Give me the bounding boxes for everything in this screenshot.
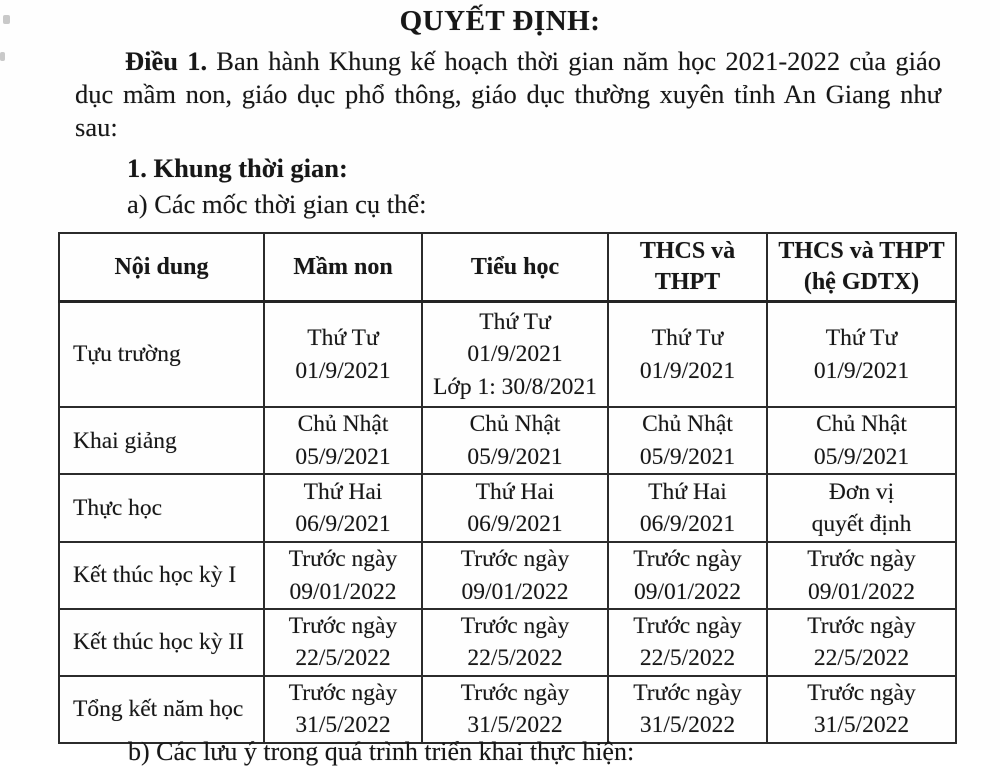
- cell-line: Nội dung: [114, 253, 209, 280]
- header-cell-mam-non: [264, 233, 422, 301]
- cell-line: THPT: [654, 269, 721, 296]
- cell-line: Thứ Hai: [303, 478, 383, 505]
- data-cell: [767, 407, 956, 474]
- table-row-ket-thuc-hk1: [59, 542, 956, 609]
- data-cell: [422, 407, 608, 474]
- article-label: Điều 1.: [125, 46, 208, 76]
- row-label-cell: Kết thúc học kỳ I: [59, 542, 264, 609]
- cell-line: 01/9/2021: [639, 357, 736, 384]
- cell-line: Thứ Hai: [648, 478, 727, 505]
- scan-speck: [0, 52, 5, 61]
- data-cell: [608, 542, 767, 609]
- cell-line: 31/5/2022: [295, 712, 391, 739]
- row-label-cell: Tựu trường: [59, 301, 264, 407]
- cell-line: THCS và THPT: [778, 238, 945, 265]
- cell-line: Mầm non: [293, 253, 393, 280]
- data-cell: [767, 474, 956, 542]
- page-title: QUYẾT ĐỊNH:: [399, 5, 601, 37]
- data-cell: [264, 407, 422, 474]
- cell-line: Thứ Tư: [479, 308, 551, 335]
- data-cell: [422, 609, 608, 676]
- table-row-thuc-hoc: [59, 474, 956, 542]
- data-cell: [608, 407, 767, 474]
- data-cell: [422, 301, 608, 407]
- cell-line: Trước ngày: [633, 679, 742, 706]
- cell-line: 09/01/2022: [633, 578, 742, 605]
- header-cell-noi-dung: [59, 233, 264, 301]
- data-cell: [264, 676, 422, 743]
- cell-line: Trước ngày: [633, 613, 742, 640]
- scan-speck: [3, 15, 10, 24]
- data-cell: [608, 301, 767, 407]
- cell-line: 09/01/2022: [289, 578, 397, 605]
- data-cell: [608, 609, 767, 676]
- table-header-row: [59, 233, 956, 301]
- cell-line: Trước ngày: [460, 613, 570, 640]
- data-cell: [264, 609, 422, 676]
- data-cell: [767, 542, 956, 609]
- cell-line: 31/5/2022: [467, 712, 563, 739]
- table-row-ket-thuc-hk2: [59, 609, 956, 676]
- article-text: Ban hành Khung kế hoạch thời gian năm học 2021-2022 của giáo dục mầm non, giáo dục phổ thông, giáo dục thường xuyên tỉnh An Giang như sau:: [75, 46, 941, 143]
- cell-line: Chủ Nhật: [469, 411, 561, 438]
- row-label-cell: Tổng kết năm học: [59, 676, 264, 743]
- cell-line: THCS và: [639, 238, 736, 265]
- header-cell-tieu-hoc: [422, 233, 608, 301]
- cell-line: 09/01/2022: [461, 578, 569, 605]
- cell-line: Trước ngày: [807, 613, 916, 640]
- subsection-a-label: a) Các mốc thời gian cụ thể:: [127, 189, 427, 220]
- cell-line: Đơn vị: [828, 478, 895, 505]
- data-cell: [422, 474, 608, 542]
- cell-line: Chủ Nhật: [816, 411, 907, 438]
- article-paragraph: [75, 45, 941, 144]
- cell-line: Trước ngày: [460, 679, 570, 706]
- row-label-cell: Khai giảng: [59, 407, 264, 474]
- cell-line: (hệ GDTX): [803, 269, 920, 296]
- section-heading: 1. Khung thời gian:: [127, 153, 348, 184]
- cell-line: Trước ngày: [633, 546, 742, 573]
- data-cell: [608, 676, 767, 743]
- footnote-line: b) Các lưu ý trong quá trình triển khai thực hiện:: [128, 737, 635, 766]
- data-cell: [767, 609, 956, 676]
- schedule-table: [58, 232, 957, 743]
- cell-line: Lớp 1: 30/8/2021: [433, 373, 597, 400]
- cell-line: Trước ngày: [807, 546, 916, 573]
- header-cell-gdtx: [767, 233, 956, 301]
- row-label-cell: Kết thúc học kỳ II: [59, 609, 264, 676]
- header-cell-thcs-thpt: [608, 233, 767, 301]
- cell-line: Thứ Tư: [651, 325, 724, 352]
- data-cell: [608, 474, 767, 542]
- data-cell: [767, 676, 956, 743]
- cell-line: 06/9/2021: [295, 511, 391, 538]
- cell-line: 05/9/2021: [467, 443, 563, 470]
- cell-line: 22/5/2022: [813, 645, 910, 672]
- cell-line: 05/9/2021: [295, 443, 391, 470]
- cell-line: 22/5/2022: [639, 645, 736, 672]
- cell-line: Trước ngày: [807, 679, 916, 706]
- cell-line: Chủ Nhật: [642, 411, 733, 438]
- row-label-cell: Thực học: [59, 474, 264, 542]
- cell-line: 22/5/2022: [467, 645, 563, 672]
- cell-line: Trước ngày: [288, 546, 398, 573]
- cell-line: 01/9/2021: [295, 357, 391, 384]
- cell-line: Thứ Tư: [307, 325, 379, 352]
- cell-line: Thứ Tư: [825, 325, 898, 352]
- table-row-tuu-truong: [59, 301, 956, 407]
- table-row-tong-ket: [59, 676, 956, 743]
- data-cell: [264, 301, 422, 407]
- cell-line: Trước ngày: [288, 679, 398, 706]
- cell-line: 31/5/2022: [813, 712, 910, 739]
- cell-line: Trước ngày: [460, 546, 570, 573]
- data-cell: [264, 542, 422, 609]
- cell-line: Chủ Nhật: [297, 411, 389, 438]
- data-cell: [264, 474, 422, 542]
- table-row-khai-giang: [59, 407, 956, 474]
- cell-line: 01/9/2021: [813, 357, 910, 384]
- cell-line: 22/5/2022: [295, 645, 391, 672]
- cell-line: 09/01/2022: [807, 578, 916, 605]
- cell-line: quyết định: [811, 511, 912, 538]
- data-cell: [767, 301, 956, 407]
- cell-line: Tiểu học: [470, 253, 560, 280]
- data-cell: [422, 542, 608, 609]
- cell-line: 05/9/2021: [813, 443, 910, 470]
- cell-line: 06/9/2021: [467, 511, 563, 538]
- cell-line: 01/9/2021: [467, 341, 563, 368]
- cell-line: 05/9/2021: [639, 443, 736, 470]
- cell-line: 06/9/2021: [639, 511, 736, 538]
- data-cell: [422, 676, 608, 743]
- cell-line: Trước ngày: [288, 613, 398, 640]
- cell-line: Thứ Hai: [475, 478, 555, 505]
- cell-line: 31/5/2022: [639, 712, 736, 739]
